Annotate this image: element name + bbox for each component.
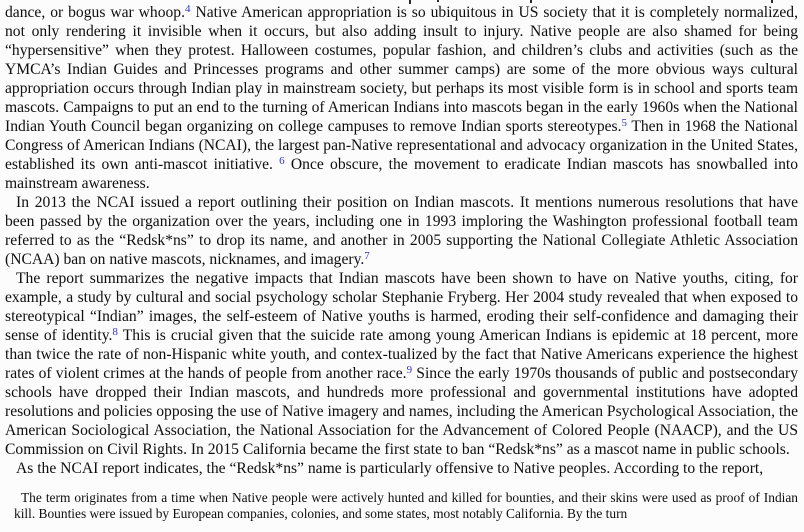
footnote-ref-7[interactable]: 7 bbox=[364, 250, 370, 262]
footnote-ref-4[interactable]: 4 bbox=[185, 3, 191, 15]
footnote-ref-5[interactable]: 5 bbox=[621, 117, 628, 129]
article-text bbox=[5, 3, 798, 478]
footnote-ref-6[interactable]: 6 bbox=[279, 155, 285, 167]
paragraph: dance, or bogus war whoop.$^4$ Native American appropriation is so ubiquitous in US society that it is completely normalized, not only rendering it invisible when it occurs, but also adding insult to injury. Native people are also shamed for being “hypersensitive” when they protest. Halloween costumes, popular fashion, and children’s clubs and activities (such as the YMCA’s Indian Guides and Princesses programs and other summer camps) are some of the more obvious ways cultural appropriation occurs through Indian play in mainstream society, but perhaps its most visible form is in school and sports team mascots. Campaigns to put an end to the turning of American Indians into mascots began in the early 1960s when the National Indian Youth Council began organizing on college campuses to remove Indian sports stereotypes.$^5$ Then in 1968 the National Congress of American Indians (NCAI), the largest pan-Native representational and advocacy organization in the United States, established its own anti-mascot initiative. $^6$ Once obscure, the movement to eradicate Indian mascots has snowballed into mainstream awareness. bbox=[5, 3, 798, 192]
paragraph: The report summarizes the negative impacts that Indian mascots have been shown to have on Native youths, citing, for example, a study by cultural and social psychology scholar Stephanie Fryberg. Her 2004 study revealed that when exposed to stereotypical “Indian” images, the self-esteem of Native youths is harmed, eroding their self-confidence and damaging their sense of identity.$^8$ This is crucial given that the suicide rate among young American Indians is epidemic at 18 percent, more than twice the rate of non-Hispanic white youth, and contex-tualized by the fact that Native Americans experience the highest rates of violent crimes at the hands of people from another race.$^9$ Since the early 1970s thousands of public and postsecondary schools have dropped their Indian mascots, and hundreds more professional and governmental institutions have adopted resolutions and policies opposing the use of Native imagery and names, including the American Psychological Association, the American Sociological Association, the National Association for the Advancement of Colored People (NAACP), and the US Commission on Civil Rights. In 2015 California became the first state to ban “Redsk*ns” as a mascot name in public schools. bbox=[5, 270, 799, 458]
clipped-text-fragment bbox=[437, 0, 439, 2]
paragraph: As the NCAI report indicates, the “Redsk*ns” name is particularly offensive to Native peoples. According to the report, bbox=[16, 460, 764, 477]
footnote-ref-8[interactable]: 8 bbox=[112, 326, 118, 338]
paragraph: In 2013 the NCAI issued a report outlining their position on Indian mascots. It mentions numerous resolutions that have been passed by the organization over the years, including one in 1993 imploring the Washington professional football team referred to as the “Redsk*ns” to drop its name, and another in 2005 supporting the National Collegiate Athletic Association (NCAA) ban on native mascots, nicknames, and imagery.$^7$ bbox=[5, 194, 798, 268]
footnote-ref-9[interactable]: 9 bbox=[406, 364, 413, 376]
report-excerpt-blockquote: The term originates from a time when Native people were actively hunted and killed for bounties, and their skins were used as proof of Indian kill. Bounties were issued by European companies, colonies, and some states, most notably California. By the turn bbox=[14, 490, 798, 521]
